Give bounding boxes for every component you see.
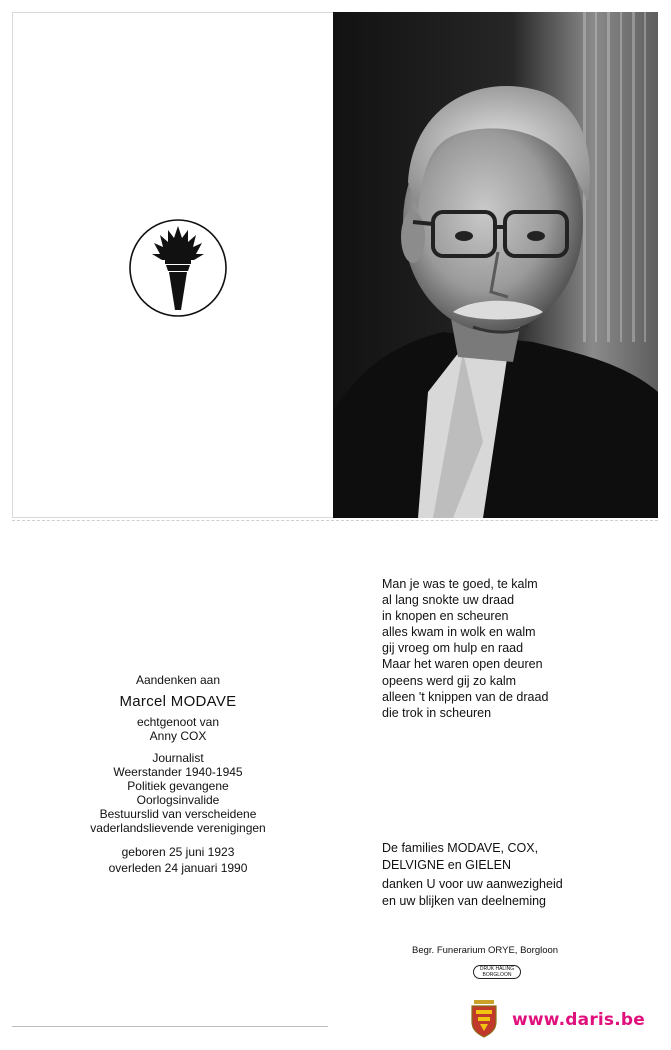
title-line: Oorlogsinvalide <box>136 793 220 807</box>
title-line: vaderlandslievende verenigingen <box>90 821 266 835</box>
spouse-name: Anny COX <box>149 729 207 743</box>
crest-icon <box>470 998 498 1038</box>
torch-icon <box>128 218 228 318</box>
poem-line: al lang snokte uw draad <box>382 593 515 608</box>
deceased-name: Marcel MODAVE <box>119 693 237 710</box>
spouse-line: echtgenoot van <box>136 715 220 729</box>
thanks-block <box>382 840 632 909</box>
undertaker-credit: Begr. Funerarium ORYE, Borgloon <box>412 945 559 956</box>
thanks-line: danken U voor uw aanwezigheid <box>382 877 563 891</box>
poem-line: opeens werd gij zo kalm <box>382 673 517 688</box>
title-line: Politiek gevangene <box>127 779 229 793</box>
poem-line: in knopen en scheuren <box>382 609 509 624</box>
families-line: De families MODAVE, COX, <box>382 841 539 855</box>
families-line: DELVIGNE en GIELEN <box>382 857 511 872</box>
poem-line: Maar het waren open deuren <box>382 657 543 672</box>
title-line: Bestuurslid van verscheidene <box>99 807 257 821</box>
title-line: Journalist <box>152 751 204 765</box>
birth-date: geboren 25 juni 1923 <box>121 845 235 859</box>
memorial-heading: Aandenken aan <box>135 673 221 687</box>
title-line: Weerstander 1940-1945 <box>113 765 243 779</box>
printer-town: BORGLOON <box>482 972 512 978</box>
poem <box>382 576 622 721</box>
poem-line: alles kwam in wolk en walm <box>382 625 536 640</box>
poem-line: Man je was te goed, te kalm <box>382 577 538 591</box>
fold-line <box>12 1026 328 1027</box>
poem-line: gij vroeg om hulp en raad <box>382 641 524 656</box>
thanks-line: en uw blijken van deelneming <box>382 893 546 908</box>
poem-line: die trok in scheuren <box>382 705 492 720</box>
printer-mark <box>473 965 521 979</box>
death-date: overleden 24 januari 1990 <box>108 861 248 875</box>
printer-name: DRUK HALING <box>479 966 515 972</box>
watermark-url[interactable]: www.daris.be <box>512 1010 646 1030</box>
poem-line: alleen 't knippen van de draad <box>382 689 549 704</box>
portrait-photo <box>333 12 658 518</box>
memorial-block <box>70 673 286 875</box>
